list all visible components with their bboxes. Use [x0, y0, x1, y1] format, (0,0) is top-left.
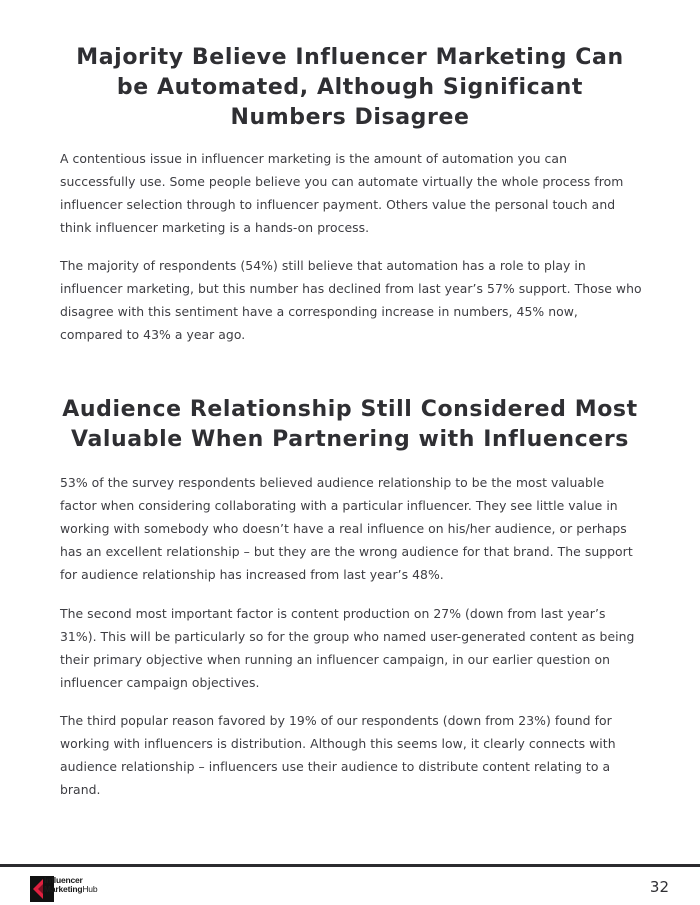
logo-line-marketinghub: [44, 885, 97, 894]
logo-wordmark: [44, 876, 97, 894]
paragraph-content-production: The second most important factor is content production on 27% (down from last year’s 31%). This will be particularly so for the group who named user-generated content as being their primary objective when running an influencer campaign, in our earlier question on influencer campaign objectives.: [60, 606, 635, 690]
paragraph-audience-relationship: 53% of the survey respondents believed audience relationship to be the most valuable factor when considering collaborating with a particular influencer. They see little value in working with somebody who doesn’t have a real influence on his/her audience, or perhaps has an excellent relationship – but they are the wrong audience for that brand. The support for audience relationship has increased from last year’s 48%.: [60, 475, 633, 582]
heading-audience-relationship: Audience Relationship Still Considered Most Valuable When Partnering with Influencers: [62, 397, 638, 452]
logo-word-marketing: Marketing: [44, 884, 83, 894]
paragraph-automation-intro: A contentious issue in influencer marketing is the amount of automation you can successfully use. Some people believe you can automate virtually the whole process from influencer selection through to influencer payment. Others value the personal touch and think influencer marketing is a hands-on process.: [60, 151, 624, 235]
footer-logo: [30, 875, 130, 903]
page-number: 32: [649, 878, 669, 896]
heading-automation: Majority Believe Influencer Marketing Can be Automated, Although Significant Numbers Disagree: [76, 45, 624, 130]
paragraph-automation-stats: The majority of respondents (54%) still believe that automation has a role to play in influencer marketing, but this number has declined from last year’s 57% support. Those who disagree with this sentiment have a corresponding increase in numbers, 45% now, compared to 43% a year ago.: [60, 258, 642, 342]
logo-word-hub: Hub: [82, 884, 98, 894]
logo-line-influencer: Influencer: [44, 875, 83, 885]
paragraph-distribution: The third popular reason favored by 19% of our respondents (down from 23%) found for working with influencers is distribution. Although this seems low, it clearly connects with audience relationship – influencers use their audience to distribute content relating to a brand.: [60, 713, 616, 797]
footer-divider: [0, 864, 700, 867]
